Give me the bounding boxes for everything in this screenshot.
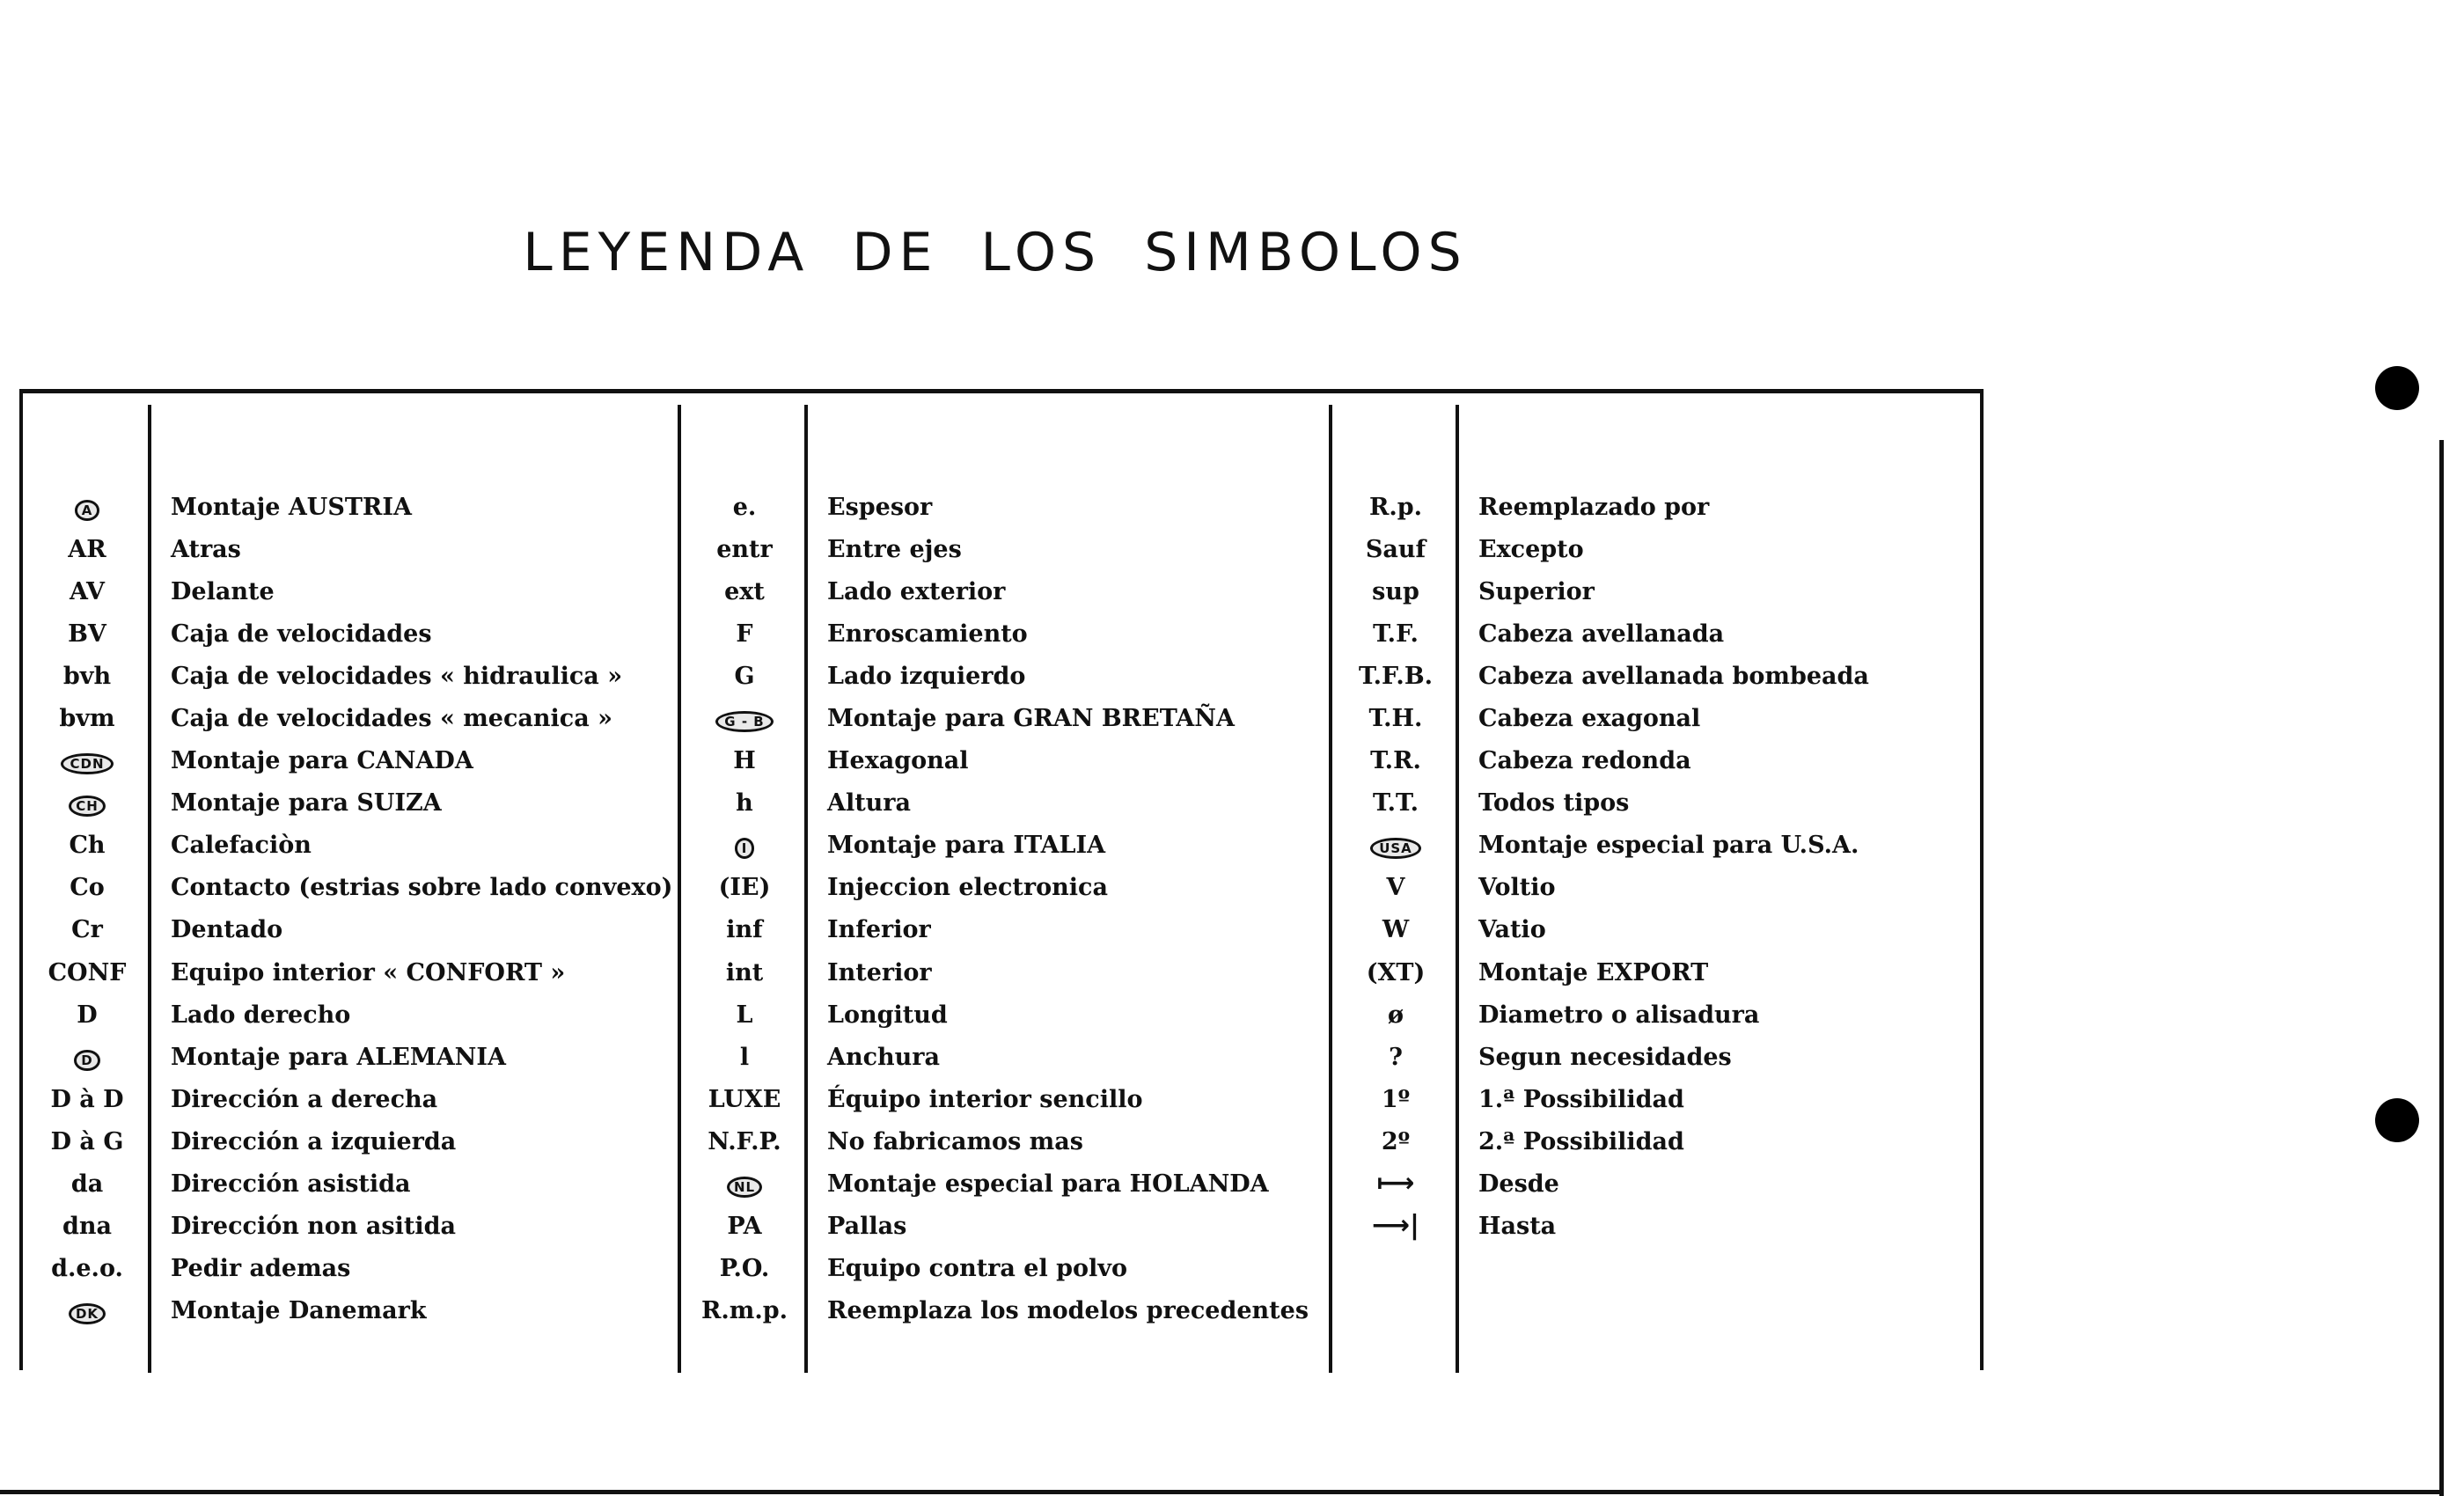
symbol-text: T.T.	[1372, 789, 1419, 818]
symbol-text: N.F.P.	[708, 1127, 781, 1155]
punch-hole-bottom	[2375, 1098, 2419, 1142]
symbol-meaning: Equipo contra el polvo	[827, 1255, 1127, 1283]
symbol-abbreviation	[681, 1170, 808, 1198]
legend-row	[1332, 909, 1869, 951]
symbol-abbreviation	[23, 1297, 151, 1324]
legend-row	[681, 528, 1309, 570]
legend-row	[23, 570, 672, 612]
symbol-abbreviation	[1332, 494, 1459, 521]
legend-row	[681, 740, 1309, 782]
legend-row	[681, 994, 1309, 1036]
country-badge-icon: NL	[727, 1177, 762, 1198]
country-badge-icon: D	[74, 1050, 99, 1071]
legend-row	[681, 697, 1309, 739]
symbol-abbreviation	[23, 874, 151, 901]
legend-row	[681, 782, 1309, 825]
legend-row	[1332, 570, 1869, 612]
symbol-text: 2º	[1381, 1127, 1411, 1155]
country-badge-icon: I	[735, 838, 755, 859]
symbol-meaning: Diametro o alisadura	[1478, 1001, 1760, 1029]
symbol-meaning: Montaje AUSTRIA	[171, 493, 412, 521]
symbol-meaning: Segun necesidades	[1478, 1043, 1732, 1071]
symbol-meaning: Caja de velocidades « mecanica »	[171, 705, 613, 733]
country-badge-icon: DK	[69, 1303, 106, 1324]
symbol-abbreviation	[23, 705, 151, 732]
legend-row	[681, 570, 1309, 612]
legend-row	[681, 1290, 1309, 1332]
symbol-abbreviation	[681, 747, 808, 774]
symbol-text: V	[1386, 874, 1405, 902]
symbol-abbreviation	[23, 959, 151, 986]
symbol-abbreviation	[23, 789, 151, 817]
symbol-text: H	[733, 747, 756, 775]
symbol-meaning: Lado izquierdo	[827, 662, 1026, 690]
symbol-abbreviation	[23, 1255, 151, 1282]
symbol-abbreviation	[1332, 1210, 1459, 1242]
symbol-meaning: Montaje para GRAN BRETAÑA	[827, 705, 1235, 733]
symbol-text: Cr	[71, 916, 103, 944]
symbol-abbreviation	[1332, 1086, 1459, 1113]
symbol-meaning: Desde	[1478, 1170, 1559, 1199]
symbol-abbreviation	[1332, 578, 1459, 605]
legend-row	[681, 612, 1309, 655]
symbol-abbreviation	[681, 705, 808, 732]
symbol-abbreviation	[1332, 1001, 1459, 1029]
legend-column-2	[681, 486, 1309, 1332]
symbol-meaning: Espesor	[827, 493, 933, 521]
country-badge-icon: A	[75, 500, 100, 521]
symbol-meaning: Montaje para CANADA	[171, 747, 473, 775]
legend-row	[23, 1290, 672, 1332]
legend-row	[1332, 528, 1869, 570]
page-title: LEYENDA DE LOS SIMBOLOS	[523, 222, 1468, 283]
symbol-meaning: Delante	[171, 577, 275, 605]
symbol-text: ext	[724, 577, 765, 605]
symbol-meaning: Cabeza redonda	[1478, 747, 1691, 775]
symbol-abbreviation	[681, 916, 808, 943]
symbol-meaning: Caja de velocidades « hidraulica »	[171, 662, 623, 690]
symbol-meaning: Inferior	[827, 916, 931, 944]
legend-row	[23, 740, 672, 782]
symbol-abbreviation	[681, 1128, 808, 1155]
symbol-meaning: Caja de velocidades	[171, 620, 432, 648]
symbol-abbreviation	[681, 1213, 808, 1240]
legend-row	[23, 867, 672, 909]
legend-column-3	[1332, 486, 1869, 1248]
symbol-abbreviation	[23, 494, 151, 521]
symbol-meaning: Anchura	[827, 1043, 940, 1071]
symbol-meaning: Altura	[827, 789, 912, 818]
symbol-meaning: Calefaciòn	[171, 832, 312, 860]
symbol-text: AV	[70, 577, 105, 605]
symbol-abbreviation	[681, 620, 808, 648]
symbol-abbreviation	[1332, 874, 1459, 901]
symbol-meaning: Pallas	[827, 1213, 907, 1241]
page-edge-bottom	[0, 1490, 2444, 1494]
symbol-abbreviation	[1332, 916, 1459, 943]
symbol-text: Sauf	[1365, 535, 1426, 563]
country-badge-icon: CDN	[61, 753, 113, 774]
legend-row	[1332, 1120, 1869, 1162]
legend-row	[23, 1206, 672, 1248]
legend-row	[681, 1248, 1309, 1290]
page-edge-right	[2439, 440, 2444, 1496]
symbol-text: int	[725, 958, 764, 986]
legend-row	[681, 655, 1309, 697]
country-badge-icon: CH	[69, 796, 106, 817]
legend-row	[681, 1163, 1309, 1206]
legend-row	[23, 994, 672, 1036]
symbol-text: sup	[1372, 577, 1419, 605]
symbol-meaning: Montaje especial para HOLANDA	[827, 1170, 1269, 1199]
symbol-text: d.e.o.	[51, 1255, 123, 1283]
legend-row	[23, 1036, 672, 1078]
symbol-abbreviation	[23, 747, 151, 774]
symbol-text: e.	[732, 493, 757, 521]
symbol-abbreviation	[681, 789, 808, 817]
symbol-meaning: Lado exterior	[827, 577, 1006, 605]
symbol-meaning: Superior	[1478, 577, 1595, 605]
symbol-meaning: Dirección non asitida	[171, 1213, 456, 1241]
symbol-meaning: Dirección a izquierda	[171, 1127, 457, 1155]
symbol-text: LUXE	[708, 1085, 781, 1113]
legend-row	[23, 612, 672, 655]
symbol-meaning: Contacto (estrias sobre lado convexo)	[171, 874, 673, 902]
legend-row	[23, 1248, 672, 1290]
legend-row	[1332, 612, 1869, 655]
symbol-abbreviation	[1332, 620, 1459, 648]
symbol-meaning: Hasta	[1478, 1213, 1557, 1241]
symbol-text: D à D	[50, 1085, 124, 1113]
symbol-abbreviation	[1332, 705, 1459, 732]
symbol-text: D à G	[50, 1127, 124, 1155]
symbol-meaning: No fabricamos mas	[827, 1127, 1083, 1155]
symbol-abbreviation	[23, 663, 151, 690]
symbol-abbreviation	[1332, 1170, 1459, 1198]
legend-column-1	[23, 486, 672, 1332]
legend-row	[681, 867, 1309, 909]
range-arrow-icon: ⟼	[1376, 1168, 1415, 1199]
symbol-meaning: Equipo interior « CONFORT »	[171, 958, 566, 986]
legend-row	[23, 951, 672, 994]
symbol-text: PA	[727, 1213, 762, 1241]
range-arrow-icon: ⟶|	[1372, 1210, 1419, 1242]
symbol-text: BV	[68, 620, 106, 648]
symbol-meaning: Todos tipos	[1478, 789, 1630, 818]
symbol-text: l	[739, 1043, 750, 1071]
legend-row	[1332, 1036, 1869, 1078]
legend-row	[1332, 697, 1869, 739]
symbol-text: R.m.p.	[700, 1297, 788, 1325]
legend-row	[23, 1120, 672, 1162]
symbol-meaning: Interior	[827, 958, 932, 986]
symbol-text: dna	[62, 1213, 112, 1241]
symbol-abbreviation	[23, 832, 151, 859]
symbol-text: W	[1382, 916, 1410, 944]
symbol-text: T.R.	[1370, 747, 1421, 775]
symbol-text: T.F.	[1373, 620, 1419, 648]
symbol-meaning: Montaje EXPORT	[1478, 958, 1709, 986]
symbol-meaning: 2.ª Possibilidad	[1478, 1127, 1684, 1155]
symbol-abbreviation	[23, 1044, 151, 1071]
symbol-abbreviation	[23, 1213, 151, 1240]
symbol-meaning: Pedir ademas	[171, 1255, 351, 1283]
symbol-abbreviation	[23, 1001, 151, 1029]
symbol-text: inf	[726, 916, 763, 944]
symbol-text: P.O.	[719, 1255, 770, 1283]
symbol-meaning: Reemplazado por	[1478, 493, 1710, 521]
symbol-abbreviation	[23, 620, 151, 648]
symbol-abbreviation	[681, 1044, 808, 1071]
legend-row	[1332, 486, 1869, 528]
legend-row	[1332, 867, 1869, 909]
legend-row	[681, 1036, 1309, 1078]
symbol-text: Ch	[69, 832, 106, 860]
legend-row	[23, 1078, 672, 1120]
symbol-text: ø	[1387, 1001, 1404, 1029]
symbol-abbreviation	[23, 578, 151, 605]
symbol-meaning: Cabeza avellanada bombeada	[1478, 662, 1869, 690]
legend-row	[681, 909, 1309, 951]
symbol-meaning: Cabeza avellanada	[1478, 620, 1725, 648]
symbol-abbreviation	[23, 1170, 151, 1198]
legend-row	[23, 909, 672, 951]
symbol-text: T.F.B.	[1358, 662, 1434, 690]
legend-row	[681, 951, 1309, 994]
legend-row	[23, 486, 672, 528]
symbol-text: Co	[70, 874, 105, 902]
legend-row	[23, 1163, 672, 1206]
symbol-abbreviation	[681, 1086, 808, 1113]
legend-row	[681, 825, 1309, 867]
symbol-abbreviation	[681, 578, 808, 605]
symbol-meaning: Lado derecho	[171, 1001, 351, 1029]
symbol-abbreviation	[681, 536, 808, 563]
symbol-abbreviation	[681, 1297, 808, 1324]
legend-row	[23, 528, 672, 570]
legend-row	[23, 697, 672, 739]
symbol-text: (XT)	[1366, 958, 1426, 986]
legend-row	[1332, 1206, 1869, 1248]
symbol-text: R.p.	[1368, 493, 1423, 521]
symbol-text: AR	[68, 535, 106, 563]
symbol-abbreviation	[681, 1001, 808, 1029]
symbol-abbreviation	[681, 874, 808, 901]
symbol-abbreviation	[1332, 959, 1459, 986]
symbol-abbreviation	[681, 832, 808, 859]
country-badge-icon: USA	[1370, 838, 1421, 859]
legend-row	[1332, 1078, 1869, 1120]
symbol-meaning: Hexagonal	[827, 747, 969, 775]
symbol-abbreviation	[1332, 1128, 1459, 1155]
legend-row	[23, 782, 672, 825]
symbol-text: T.H.	[1368, 705, 1423, 733]
symbol-abbreviation	[681, 959, 808, 986]
symbol-abbreviation	[23, 1128, 151, 1155]
symbol-abbreviation	[1332, 1044, 1459, 1071]
symbol-meaning: 1.ª Possibilidad	[1478, 1085, 1684, 1113]
symbol-text: 1º	[1381, 1085, 1411, 1113]
symbol-meaning: Montaje especial para U.S.A.	[1478, 832, 1859, 860]
symbol-meaning: Dentado	[171, 916, 283, 944]
symbol-abbreviation	[23, 1086, 151, 1113]
symbol-meaning: Montaje para ALEMANIA	[171, 1043, 506, 1071]
legend-row	[23, 825, 672, 867]
symbol-meaning: Voltio	[1478, 874, 1556, 902]
symbol-text: CONF	[48, 958, 127, 986]
legend-row	[1332, 655, 1869, 697]
symbol-abbreviation	[1332, 663, 1459, 690]
legend-row	[23, 655, 672, 697]
legend-row	[1332, 951, 1869, 994]
legend-row	[1332, 782, 1869, 825]
symbol-text: h	[736, 789, 753, 818]
symbol-meaning: Dirección asistida	[171, 1170, 411, 1199]
symbol-text: bvh	[62, 662, 112, 690]
symbol-meaning: Cabeza exagonal	[1478, 705, 1701, 733]
symbol-meaning: Atras	[171, 535, 241, 563]
legend-row	[681, 486, 1309, 528]
symbol-meaning: Dirección a derecha	[171, 1085, 438, 1113]
symbol-text: D	[77, 1001, 98, 1029]
symbol-abbreviation	[1332, 789, 1459, 817]
symbol-meaning: Équipo interior sencillo	[827, 1085, 1143, 1113]
symbol-text: F	[736, 620, 753, 648]
legend-row	[1332, 994, 1869, 1036]
symbol-meaning: Excepto	[1478, 535, 1584, 563]
symbol-text: (IE)	[718, 874, 771, 902]
symbol-text: entr	[716, 535, 773, 563]
symbol-meaning: Montaje Danemark	[171, 1297, 427, 1325]
symbol-abbreviation	[681, 1255, 808, 1282]
symbol-meaning: Reemplaza los modelos precedentes	[827, 1297, 1309, 1325]
symbol-meaning: Injeccion electronica	[827, 874, 1108, 902]
symbol-abbreviation	[681, 663, 808, 690]
legend-row	[1332, 825, 1869, 867]
symbol-abbreviation	[23, 536, 151, 563]
country-badge-icon: G - B	[715, 711, 773, 732]
symbol-meaning: Montaje para SUIZA	[171, 789, 442, 818]
legend-row	[1332, 740, 1869, 782]
symbol-abbreviation	[23, 916, 151, 943]
symbol-abbreviation	[1332, 536, 1459, 563]
legend-row	[681, 1120, 1309, 1162]
legend-row	[1332, 1163, 1869, 1206]
symbol-text: da	[70, 1170, 104, 1199]
symbol-text: G	[734, 662, 755, 690]
symbol-meaning: Montaje para ITALIA	[827, 832, 1106, 860]
symbol-meaning: Enroscamiento	[827, 620, 1028, 648]
symbol-abbreviation	[681, 494, 808, 521]
symbol-text: L	[736, 1001, 753, 1029]
symbol-abbreviation	[1332, 832, 1459, 859]
symbol-text: ?	[1389, 1043, 1403, 1071]
symbol-abbreviation	[1332, 747, 1459, 774]
legend-row	[681, 1078, 1309, 1120]
punch-hole-top	[2375, 366, 2419, 410]
symbol-meaning: Vatio	[1478, 916, 1546, 944]
symbol-meaning: Entre ejes	[827, 535, 962, 563]
legend-row	[681, 1206, 1309, 1248]
symbol-meaning: Longitud	[827, 1001, 948, 1029]
symbol-text: bvm	[59, 705, 115, 733]
